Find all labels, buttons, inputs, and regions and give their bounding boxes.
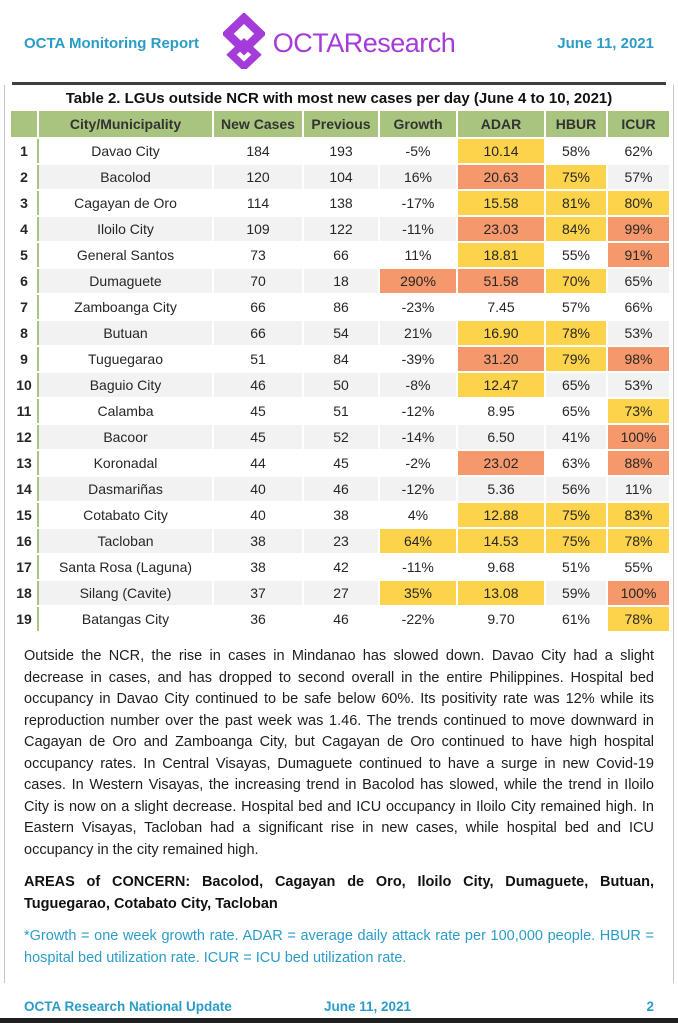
row-hbur: 41% [545, 424, 607, 450]
table-row [11, 372, 670, 398]
row-growth: 4% [379, 502, 457, 528]
row-growth: -8% [379, 372, 457, 398]
row-new-cases: 109 [213, 216, 303, 242]
row-growth: 35% [379, 580, 457, 606]
row-previous: 104 [303, 164, 379, 190]
page-bottom-bar [0, 1018, 678, 1023]
row-new-cases: 40 [213, 502, 303, 528]
row-growth: -12% [379, 398, 457, 424]
row-icur: 57% [607, 164, 670, 190]
row-previous: 46 [303, 606, 379, 632]
row-growth: 290% [379, 268, 457, 294]
row-city: Bacoor [38, 424, 213, 450]
row-hbur: 56% [545, 476, 607, 502]
row-adar: 8.95 [457, 398, 545, 424]
column-header: New Cases [213, 111, 303, 138]
column-header: City/Municipality [38, 111, 213, 138]
row-rank: 7 [11, 294, 38, 320]
row-rank: 19 [11, 606, 38, 632]
octa-diamonds-icon [223, 13, 265, 74]
row-new-cases: 66 [213, 294, 303, 320]
row-rank: 15 [11, 502, 38, 528]
row-previous: 66 [303, 242, 379, 268]
row-adar: 5.36 [457, 476, 545, 502]
row-city: Tuguegarao [38, 346, 213, 372]
row-adar: 6.50 [457, 424, 545, 450]
row-adar: 12.88 [457, 502, 545, 528]
footer-page-number: 2 [646, 999, 654, 1014]
row-previous: 38 [303, 502, 379, 528]
row-rank: 1 [11, 138, 38, 164]
row-icur: 55% [607, 554, 670, 580]
table-row [11, 528, 670, 554]
row-city: Davao City [38, 138, 213, 164]
row-adar: 13.08 [457, 580, 545, 606]
row-growth: 64% [379, 528, 457, 554]
row-hbur: 57% [545, 294, 607, 320]
row-city: Bacolod [38, 164, 213, 190]
table-row [11, 580, 670, 606]
row-rank: 9 [11, 346, 38, 372]
row-rank: 6 [11, 268, 38, 294]
table-row [11, 216, 670, 242]
row-rank: 16 [11, 528, 38, 554]
table-header [11, 111, 670, 138]
row-rank: 11 [11, 398, 38, 424]
row-new-cases: 66 [213, 320, 303, 346]
row-city: Baguio City [38, 372, 213, 398]
row-icur: 66% [607, 294, 670, 320]
row-icur: 100% [607, 424, 670, 450]
row-city: Santa Rosa (Laguna) [38, 554, 213, 580]
row-adar: 51.58 [457, 268, 545, 294]
row-hbur: 75% [545, 502, 607, 528]
row-growth: -12% [379, 476, 457, 502]
row-icur: 65% [607, 268, 670, 294]
row-previous: 46 [303, 476, 379, 502]
row-city: Dasmariñas [38, 476, 213, 502]
row-previous: 50 [303, 372, 379, 398]
row-adar: 15.58 [457, 190, 545, 216]
row-city: Silang (Cavite) [38, 580, 213, 606]
row-hbur: 79% [545, 346, 607, 372]
table-row [11, 554, 670, 580]
row-growth: -5% [379, 138, 457, 164]
row-previous: 84 [303, 346, 379, 372]
row-previous: 23 [303, 528, 379, 554]
row-city: Batangas City [38, 606, 213, 632]
row-hbur: 70% [545, 268, 607, 294]
row-rank: 13 [11, 450, 38, 476]
report-label: OCTA Monitoring Report [24, 34, 199, 52]
row-city: Tacloban [38, 528, 213, 554]
row-previous: 45 [303, 450, 379, 476]
row-hbur: 58% [545, 138, 607, 164]
row-icur: 100% [607, 580, 670, 606]
row-new-cases: 45 [213, 424, 303, 450]
row-previous: 86 [303, 294, 379, 320]
row-growth: -11% [379, 554, 457, 580]
column-header: ICUR [607, 111, 670, 138]
row-growth: 21% [379, 320, 457, 346]
row-rank: 2 [11, 164, 38, 190]
row-previous: 42 [303, 554, 379, 580]
row-icur: 88% [607, 450, 670, 476]
row-icur: 83% [607, 502, 670, 528]
footer-title: OCTA Research National Update [24, 999, 232, 1014]
row-new-cases: 36 [213, 606, 303, 632]
column-header: Growth [379, 111, 457, 138]
row-hbur: 59% [545, 580, 607, 606]
row-icur: 98% [607, 346, 670, 372]
table-row [11, 398, 670, 424]
row-icur: 99% [607, 216, 670, 242]
content-frame [4, 85, 674, 983]
table-row [11, 164, 670, 190]
row-hbur: 61% [545, 606, 607, 632]
row-hbur: 84% [545, 216, 607, 242]
column-header: Previous [303, 111, 379, 138]
row-new-cases: 38 [213, 554, 303, 580]
row-hbur: 78% [545, 320, 607, 346]
row-rank: 3 [11, 190, 38, 216]
row-new-cases: 38 [213, 528, 303, 554]
table-row [11, 190, 670, 216]
row-icur: 73% [607, 398, 670, 424]
row-new-cases: 70 [213, 268, 303, 294]
row-adar: 16.90 [457, 320, 545, 346]
header-date: June 11, 2021 [557, 34, 654, 52]
row-new-cases: 46 [213, 372, 303, 398]
row-rank: 14 [11, 476, 38, 502]
row-previous: 138 [303, 190, 379, 216]
table-title: Table 2. LGUs outside NCR with most new cases per day (June 4 to 10, 2021) [65, 90, 613, 107]
row-icur: 53% [607, 372, 670, 398]
row-growth: -23% [379, 294, 457, 320]
row-icur: 11% [607, 476, 670, 502]
row-adar: 18.81 [457, 242, 545, 268]
page-footer [0, 999, 678, 1017]
row-new-cases: 114 [213, 190, 303, 216]
row-new-cases: 120 [213, 164, 303, 190]
summary-paragraph: Outside the NCR, the rise in cases in Mindanao has slowed down. Davao City had a slight decrease in cases, and has dropped to second overall in the entire Philippines. Hospital bed occupancy in Davao City continued to be safe below 60%. Its positivity rate was 12% while its reproduction number over the past week was 1.46. The trends continued to move downward in Cagayan de Oro and Zamboanga City, but Cagayan de Oro continued to have high hospital occupancy rates. In Central Visayas, Dumaguete continued to have a surge in new Covid-19 cases. In Western Visayas, the increasing trend in Bacolod has slowed, while the trend in Iloilo City is now on a slight decrease. Hospital bed and ICU occupancy in Iloilo City remained high. In Eastern Visayas, Tacloban had a significant rise in new cases, while hospital bed and ICU occupancy in the city remained high. [24, 648, 654, 858]
row-adar: 10.14 [457, 138, 545, 164]
row-adar: 7.45 [457, 294, 545, 320]
row-hbur: 81% [545, 190, 607, 216]
table-row [11, 424, 670, 450]
row-new-cases: 37 [213, 580, 303, 606]
row-city: Cagayan de Oro [38, 190, 213, 216]
row-rank: 4 [11, 216, 38, 242]
row-growth: -14% [379, 424, 457, 450]
row-hbur: 65% [545, 398, 607, 424]
page-header [0, 0, 678, 82]
row-icur: 91% [607, 242, 670, 268]
row-new-cases: 40 [213, 476, 303, 502]
row-rank: 8 [11, 320, 38, 346]
row-adar: 12.47 [457, 372, 545, 398]
row-adar: 31.20 [457, 346, 545, 372]
row-hbur: 63% [545, 450, 607, 476]
column-header: ADAR [457, 111, 545, 138]
row-previous: 193 [303, 138, 379, 164]
row-city: Iloilo City [38, 216, 213, 242]
row-new-cases: 44 [213, 450, 303, 476]
table-row [11, 606, 670, 632]
header-row [11, 111, 670, 138]
row-previous: 51 [303, 398, 379, 424]
row-previous: 52 [303, 424, 379, 450]
table-row [11, 450, 670, 476]
table-row [11, 346, 670, 372]
row-city: Koronadal [38, 450, 213, 476]
row-rank: 10 [11, 372, 38, 398]
row-city: Cotabato City [38, 502, 213, 528]
row-new-cases: 45 [213, 398, 303, 424]
areas-of-concern: AREAS of CONCERN: Bacolod, Cagayan de Oro, Iloilo City, Dumaguete, Butuan, Tuguegarao, Cotabato City, Tacloban [24, 874, 654, 912]
row-icur: 53% [607, 320, 670, 346]
footer-date: June 11, 2021 [324, 999, 412, 1014]
row-rank: 17 [11, 554, 38, 580]
row-city: Dumaguete [38, 268, 213, 294]
column-header: HBUR [545, 111, 607, 138]
row-adar: 23.02 [457, 450, 545, 476]
row-hbur: 75% [545, 164, 607, 190]
row-previous: 122 [303, 216, 379, 242]
row-growth: -17% [379, 190, 457, 216]
row-hbur: 51% [545, 554, 607, 580]
table-row [11, 242, 670, 268]
table-row [11, 502, 670, 528]
table-row [11, 138, 670, 164]
row-city: Calamba [38, 398, 213, 424]
row-adar: 23.03 [457, 216, 545, 242]
row-icur: 80% [607, 190, 670, 216]
row-city: General Santos [38, 242, 213, 268]
cases-table [11, 111, 671, 633]
row-previous: 27 [303, 580, 379, 606]
row-growth: -39% [379, 346, 457, 372]
row-new-cases: 51 [213, 346, 303, 372]
row-new-cases: 184 [213, 138, 303, 164]
octa-logo [223, 13, 456, 74]
row-rank: 12 [11, 424, 38, 450]
footnote: *Growth = one week growth rate. ADAR = average daily attack rate per 100,000 people. HBUR = hospital bed utilization rate. ICUR = ICU bed utilization rate. [24, 928, 654, 966]
row-hbur: 55% [545, 242, 607, 268]
table-row [11, 268, 670, 294]
octa-logo-text: OCTAResearch [272, 27, 456, 58]
row-city: Butuan [38, 320, 213, 346]
row-adar: 9.68 [457, 554, 545, 580]
row-previous: 18 [303, 268, 379, 294]
row-icur: 78% [607, 528, 670, 554]
row-adar: 9.70 [457, 606, 545, 632]
row-hbur: 75% [545, 528, 607, 554]
row-growth: 11% [379, 242, 457, 268]
row-adar: 14.53 [457, 528, 545, 554]
table-row [11, 476, 670, 502]
row-icur: 62% [607, 138, 670, 164]
row-rank: 18 [11, 580, 38, 606]
column-header [11, 111, 38, 138]
row-previous: 54 [303, 320, 379, 346]
row-growth: -11% [379, 216, 457, 242]
row-growth: -2% [379, 450, 457, 476]
table-row [11, 320, 670, 346]
row-hbur: 65% [545, 372, 607, 398]
row-rank: 5 [11, 242, 38, 268]
table-row [11, 294, 670, 320]
row-adar: 20.63 [457, 164, 545, 190]
row-new-cases: 73 [213, 242, 303, 268]
row-growth: 16% [379, 164, 457, 190]
row-city: Zamboanga City [38, 294, 213, 320]
row-growth: -22% [379, 606, 457, 632]
row-icur: 78% [607, 606, 670, 632]
table-body [11, 138, 670, 632]
